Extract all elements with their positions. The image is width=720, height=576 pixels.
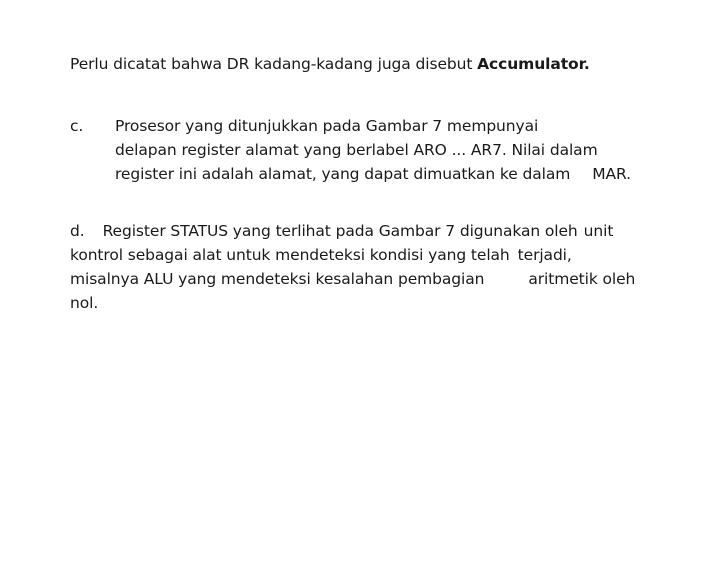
- item-d-line-1: [70, 219, 613, 243]
- item-d-line-4: nol.: [70, 294, 99, 312]
- item-d-line-1-text: Register STATUS yang terlihat pada Gambar 7 digunakan oleh: [102, 222, 578, 240]
- item-d-marker: d.: [70, 222, 85, 240]
- item-d-line-1-end: unit: [583, 222, 614, 240]
- item-c-line-3-text: register ini adalah alamat, yang dapat dimuatkan ke dalam: [115, 165, 571, 183]
- item-c-marker: c.: [70, 117, 84, 135]
- intro-paragraph: [70, 52, 590, 76]
- item-d-line-2: [70, 243, 572, 267]
- intro-text: Perlu dicatat bahwa DR kadang-kadang juga disebut: [70, 55, 478, 73]
- item-d-line-2-text: kontrol sebagai alat untuk mendeteksi kondisi yang telah: [70, 246, 510, 264]
- item-c-line-3: [115, 162, 631, 186]
- item-c-line-1: Prosesor yang ditunjukkan pada Gambar 7 mempunyai: [115, 117, 539, 135]
- item-d-line-2-end: terjadi,: [517, 246, 572, 264]
- item-d-line-3-text: misalnya ALU yang mendeteksi kesalahan pembagian: [70, 270, 485, 288]
- item-d-line-3-end: aritmetik oleh: [528, 270, 636, 288]
- item-c-line-2: delapan register alamat yang berlabel ARO ... AR7. Nilai dalam: [115, 141, 598, 159]
- item-d-line-3: [70, 267, 635, 291]
- item-c-line-3-end: MAR.: [592, 165, 631, 183]
- intro-bold-term: Accumulator.: [477, 55, 590, 73]
